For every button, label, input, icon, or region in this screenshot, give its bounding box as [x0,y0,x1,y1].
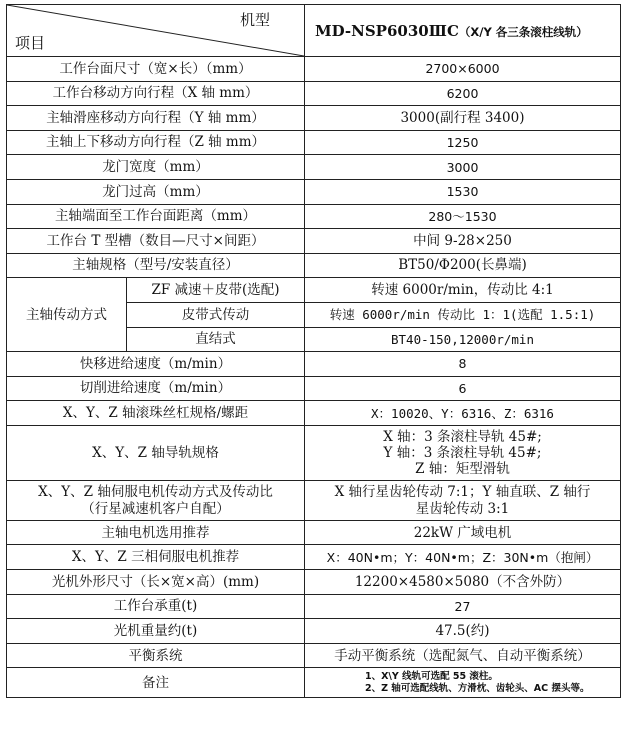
row-label: 主轴滑座移动方向行程（Y 轴 mm） [7,106,305,131]
corner-item-label: 项目 [15,34,46,52]
row-value: BT50/Φ200(长鼻端) [305,253,621,278]
row-label: 光机重量约(t) [7,619,305,644]
servo-label-line2: （行星减速机客户自配） [81,500,230,517]
model-subtitle: （X/Y 各三条滚柱线轨） [458,24,588,39]
table-row [7,376,621,401]
guide-y: Y 轴：3 条滚柱导轨 45#; [383,445,542,462]
row-value: 3000 [305,155,621,180]
drive-label: 主轴传动方式 [7,278,127,352]
row-value: 3000(副行程 3400) [305,106,621,131]
row-value: 27 [305,594,621,619]
row-label: 龙门宽度（mm） [7,155,305,180]
table-row [7,668,621,698]
row-value: 8 [305,352,621,377]
drive-sub-value: 转速 6000r/min，传动比 4:1 [305,278,621,303]
drive-sub-label: 直结式 [127,327,305,352]
note-1: 1、X\Y 线轨可选配 55 滚柱。 [365,671,498,683]
row-label: 平衡系统 [7,643,305,668]
row-value: 1530 [305,179,621,204]
header-corner-cell [7,5,305,57]
table-row [7,106,621,131]
row-value: 1250 [305,130,621,155]
drive-sub-label: ZF 减速＋皮带(选配) [127,278,305,303]
table-row [7,204,621,229]
table-row [7,130,621,155]
row-value-multiline [305,481,621,520]
row-label: 工作台 T 型槽（数目—尺寸×间距） [7,229,305,254]
row-value: 280～1530 [305,204,621,229]
row-value: 中间 9-28×250 [305,229,621,254]
table-row [7,594,621,619]
model-name: MD-NSP6030ⅢC [315,21,459,40]
table-row [7,481,621,520]
table-row [7,520,621,545]
row-label-multiline [7,481,305,520]
table-row [7,155,621,180]
table-row [7,57,621,82]
note-2: 2、Z 轴可选配线轨、方滑枕、齿轮头、AC 摆头等。 [365,682,590,694]
row-label: 主轴电机选用推荐 [7,520,305,545]
row-label: X、Y、Z 三相伺服电机推荐 [7,545,305,570]
table-row [7,643,621,668]
row-label: 快移进给速度（m/min） [7,352,305,377]
row-value: 22kW 广域电机 [305,520,621,545]
row-value: 47.5(约) [305,619,621,644]
model-cell [305,5,621,57]
drive-sub-value: BT40-150,12000r/min [305,327,621,352]
table-row [7,229,621,254]
row-label: 光机外形尺寸（长×宽×高）(mm) [7,570,305,595]
row-label: 主轴规格（型号/安装直径） [7,253,305,278]
servo-label-line1: X、Y、Z 轴伺服电机传动方式及传动比 [38,484,273,501]
servo-value-line2: 星齿轮传动 3:1 [415,500,510,517]
row-value-multiline [305,425,621,481]
servo-value-line1: X 轴行星齿轮传动 7:1；Y 轴直联、Z 轴行 [334,484,591,501]
header-row [7,5,621,57]
row-label: 备注 [7,668,305,698]
table-row [7,401,621,426]
row-value: 6 [305,376,621,401]
row-value: X：10020、Y：6316、Z：6316 [305,401,621,426]
table-row [7,278,621,303]
row-value: X：40N•m；Y：40N•m；Z：30N•m（抱闸） [305,545,621,570]
row-label: 龙门过高（mm） [7,179,305,204]
drive-sub-label: 皮带式传动 [127,302,305,327]
table-row [7,545,621,570]
row-label: 主轴端面至工作台面距离（mm） [7,204,305,229]
table-row [7,253,621,278]
guide-z: Z 轴：矩型滑轨 [415,461,510,478]
table-row [7,425,621,481]
row-label: 工作台承重(t) [7,594,305,619]
row-label: 工作台面尺寸（宽×长）（mm） [7,57,305,82]
table-row [7,352,621,377]
table-row [7,570,621,595]
guide-x: X 轴：3 条滚柱导轨 45#; [383,428,542,445]
row-value: 12200×4580×5080（不含外防） [305,570,621,595]
notes-cell [305,668,621,698]
table-row [7,619,621,644]
corner-model-label: 机型 [239,11,270,29]
spec-table [6,4,621,698]
row-label: 切削进给速度（m/min） [7,376,305,401]
table-row [7,81,621,106]
row-value: 2700×6000 [305,57,621,82]
row-label: X、Y、Z 轴滚珠丝杠规格/螺距 [7,401,305,426]
drive-sub-value: 转速 6000r/min 传动比 1：1(选配 1.5:1) [305,302,621,327]
row-label: 工作台移动方向行程（X 轴 mm） [7,81,305,106]
row-value: 6200 [305,81,621,106]
row-label: X、Y、Z 轴导轨规格 [7,425,305,481]
table-row [7,179,621,204]
row-value: 手动平衡系统（选配氮气、自动平衡系统） [305,643,621,668]
row-label: 主轴上下移动方向行程（Z 轴 mm） [7,130,305,155]
